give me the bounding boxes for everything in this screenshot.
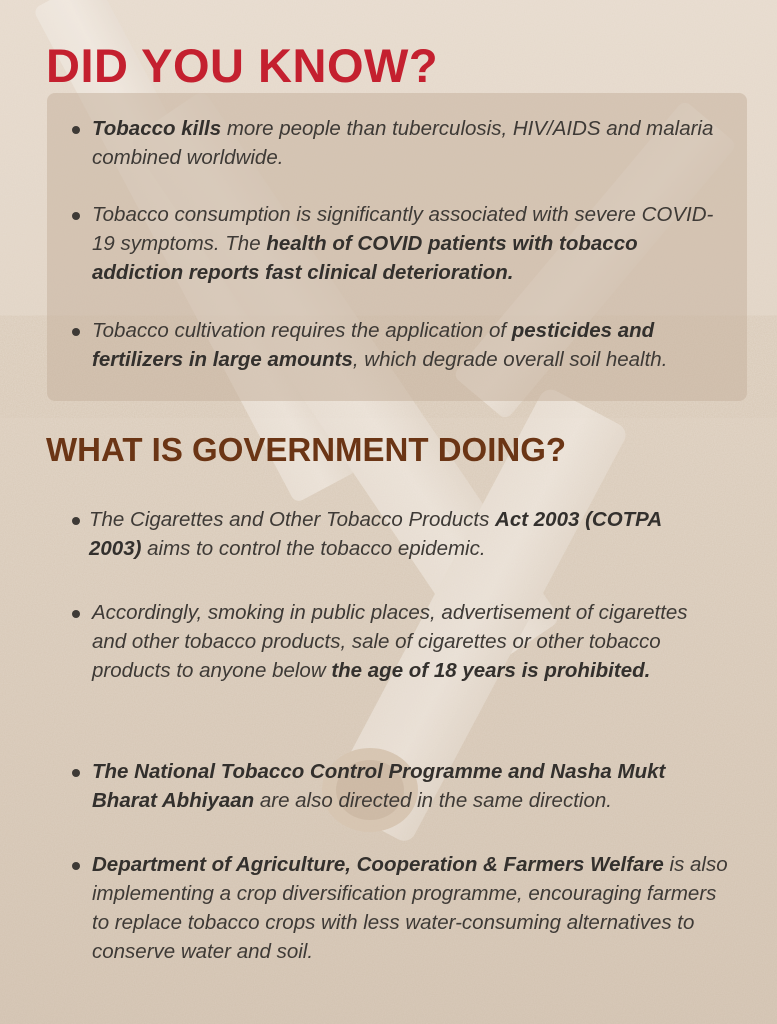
item-text: aims to control the tobacco epidemic. [141,537,486,560]
item-bold: the age of 18 years is prohibited. [331,659,651,682]
bullet-icon [72,126,80,134]
item-bold: Department of Agriculture, Cooperation & Farmers Welfare [92,853,664,876]
bullet-icon [72,862,80,870]
did-you-know-heading: DID YOU KNOW? [46,39,439,92]
item-text: is also implementing a crop diversification programme, encouraging farmers to replace tobacco crops with less water-consuming alternatives to conserve water and soil. [92,853,728,963]
bullet-icon [72,328,80,336]
item-text: Accordingly, smoking in public places, advertisement of cigarettes and other tobacco products, sale of cigarettes or other tobacco products to anyone below [92,601,688,682]
government-item-2 [92,598,722,685]
item-text: The Cigarettes and Other Tobacco Products [89,508,496,531]
item-bold: Tobacco kills [92,117,222,140]
did-you-know-item-3 [92,316,737,374]
did-you-know-item-2 [92,200,732,287]
bullet-icon [72,769,80,777]
item-text: are also directed in the same direction. [254,789,612,812]
government-item-1 [89,505,669,563]
bullet-icon [72,212,80,220]
item-bold: The National Tobacco Control Programme and Nasha Mukt Bharat Abhiyaan [92,760,666,812]
item-text: more people than tuberculosis, HIV/AIDS and malaria combined worldwide. [92,117,714,169]
item-bold: Act 2003 (COTPA 2003) [89,508,662,560]
bullet-icon [72,517,80,525]
government-item-4 [92,850,737,966]
item-bold: pesticides and fertilizers in large amounts [92,319,655,371]
item-text: Tobacco consumption is significantly associated with severe COVID-19 symptoms. The [92,203,714,255]
bullet-icon [72,610,80,618]
item-text: Tobacco cultivation requires the application of [92,319,512,342]
did-you-know-item-1 [92,114,732,172]
item-bold: health of COVID patients with tobacco addiction reports fast clinical deterioration. [92,232,638,284]
government-item-3 [92,757,732,815]
government-heading: WHAT IS GOVERNMENT DOING? [46,431,567,468]
item-text: , which degrade overall soil health. [352,348,668,371]
